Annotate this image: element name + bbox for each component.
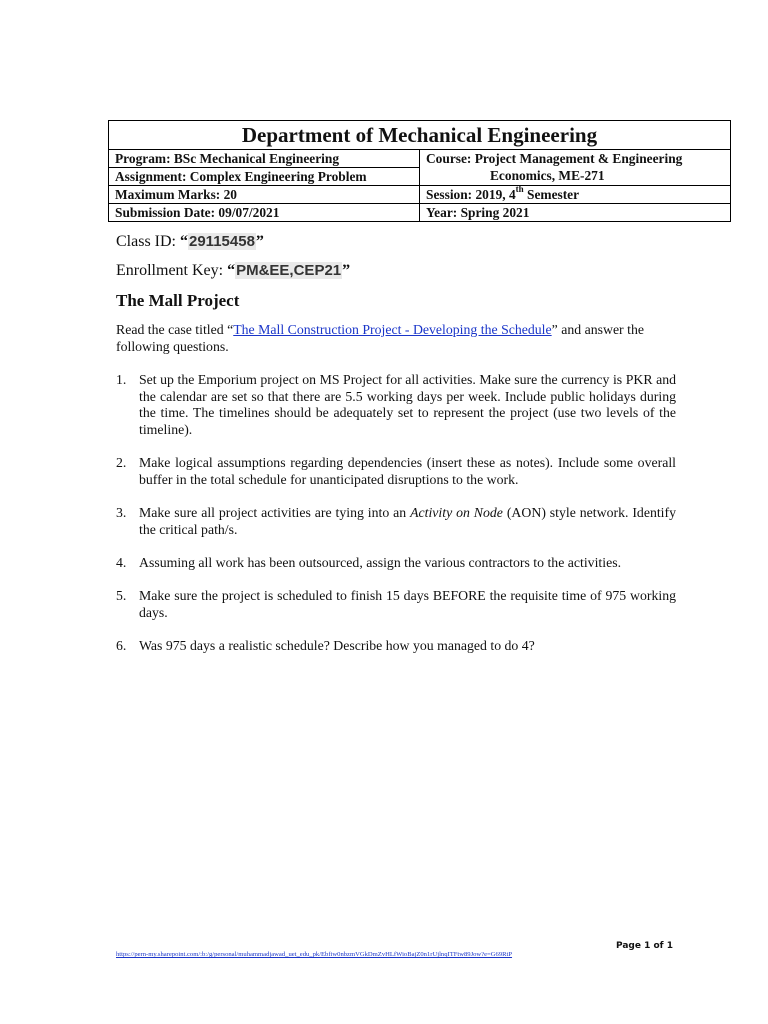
intro-before: Read the case titled “ [116, 322, 234, 337]
class-id-label: Class ID: [116, 233, 180, 250]
question-text-emphasis: Activity on Node [410, 505, 503, 521]
class-id-line: Class ID: “29115458” [116, 233, 264, 250]
session-prefix: Session: 2019, 4 [426, 187, 516, 202]
question-text-after: (AON) style network. Identify the critical path/s. [139, 505, 676, 537]
question-item [116, 638, 676, 655]
intro-paragraph [116, 321, 676, 355]
course-line-1: Course: Project Management & Engineering [426, 151, 683, 166]
session-sup: th [515, 183, 524, 194]
question-text: Set up the Emporium project on MS Project for all activities. Make sure the currency is PKR and the calendar are set so that there are 5.5 working days per week. Include public holidays during the time. The timelines should be adequately set to represent the project (use two levels of the timeline). [139, 372, 676, 438]
question-item [116, 555, 676, 572]
page-number: Page 1 of 1 [616, 941, 673, 951]
question-number: 1. [116, 372, 127, 387]
max-marks-cell: Maximum Marks: 20 [109, 186, 420, 204]
year-cell: Year: Spring 2021 [420, 204, 731, 222]
course-cell [420, 150, 731, 186]
question-item [116, 505, 676, 538]
enrollment-key-label: Enrollment Key: [116, 262, 228, 279]
case-link[interactable]: The Mall Construction Project - Developing the Schedule [233, 322, 552, 337]
session-cell [420, 183, 731, 204]
section-title: The Mall Project [116, 291, 240, 310]
assignment-cell: Assignment: Complex Engineering Problem [109, 168, 420, 186]
enrollment-key-value: PM&EE,CEP21 [236, 262, 342, 279]
question-number: 3. [116, 505, 127, 521]
department-title: Department of Mechanical Engineering [109, 121, 731, 150]
question-text: Was 975 days a realistic schedule? Describe how you managed to do 4? [139, 638, 535, 654]
question-text: Assuming all work has been outsourced, assign the various contractors to the activities. [139, 555, 622, 571]
question-number: 4. [116, 555, 127, 571]
question-text: Make logical assumptions regarding dependencies (insert these as notes). Include some overall buffer in the total schedule for unanticipated disruptions to the work. [139, 455, 676, 488]
question-number: 5. [116, 588, 127, 604]
question-item [116, 372, 676, 439]
session-suffix: Semester [523, 187, 580, 202]
program-cell: Program: BSc Mechanical Engineering [109, 150, 420, 168]
question-number: 6. [116, 638, 127, 654]
question-text: Make sure the project is scheduled to finish 15 days BEFORE the requisite time of 975 working days. [139, 588, 676, 621]
enrollment-key-line: Enrollment Key: “PM&EE,CEP21” [116, 262, 351, 279]
question-text-before: Make sure all project activities are tying into an [139, 505, 411, 521]
header-table [108, 120, 731, 222]
class-id-value: 29115458 [189, 233, 255, 250]
intro-after: ” and answer the following questions. [116, 322, 644, 354]
course-line-2: Economics, ME-271 [490, 168, 605, 183]
question-number: 2. [116, 455, 127, 471]
question-item [116, 455, 676, 488]
question-list [116, 372, 676, 671]
question-item [116, 588, 676, 621]
footer-url-link[interactable]: https://pern-my.sharepoint.com/:b:/g/personal/muhammadjawad_uet_edu_pk/Ebfiw0nbzmVGkDmZvHLfWioBajZ0n1rUjlnqITFtw89Jow?e=G69RtP [116, 951, 513, 958]
submission-date-cell: Submission Date: 09/07/2021 [109, 204, 420, 222]
